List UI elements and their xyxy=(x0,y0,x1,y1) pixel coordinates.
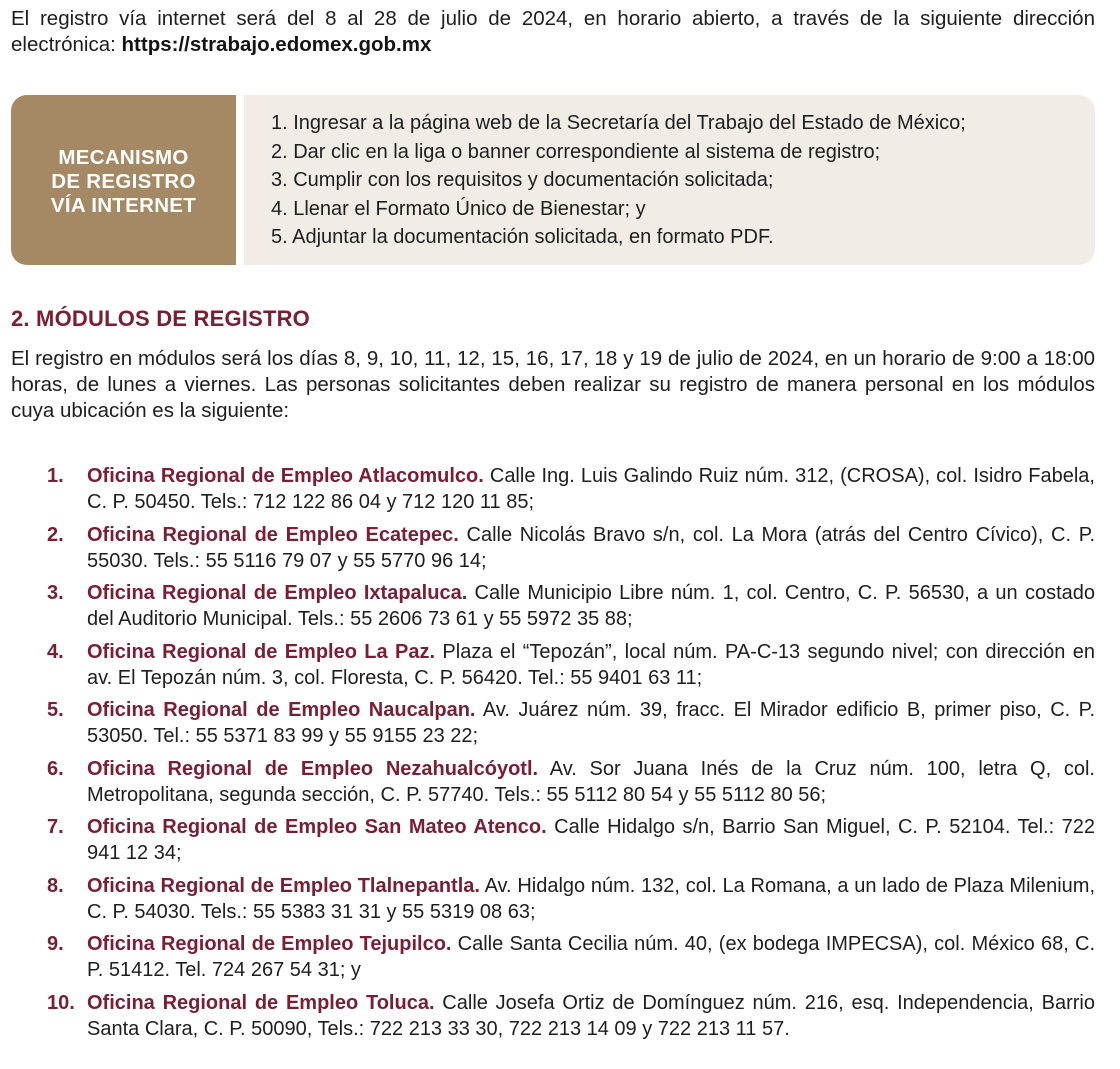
office-detail: Calle Municipio Libre núm. 1, col. Centro, C. P. 56530, a un costado del Auditorio Municipal. Tels.: 55 2606 73 61 y 55 5972 35 88; xyxy=(87,582,1095,630)
office-number: 5. xyxy=(47,699,64,721)
office-detail: Calle Hidalgo s/n, Barrio San Miguel, C. P. 52104. Tel.: 722 941 12 34; xyxy=(87,816,1095,864)
office-name: Oficina Regional de Empleo Tejupilco. xyxy=(87,933,452,955)
office-item xyxy=(11,697,1095,749)
office-name: Oficina Regional de Empleo Toluca. xyxy=(87,991,435,1014)
office-number: 6. xyxy=(47,757,64,780)
office-name: Oficina Regional de Empleo San Mateo Atenco. xyxy=(87,816,547,838)
office-detail: Av. Sor Juana Inés de la Cruz núm. 100, letra Q, col. Metropolitana, segunda sección, C. P. 57740. Tels.: 55 5112 80 54 y 55 5112 80 56; xyxy=(87,757,1095,806)
mechanism-step: 3. Cumplir con los requisitos y documentación solicitada; xyxy=(271,169,774,191)
office-number: 3. xyxy=(47,582,64,604)
office-detail: Calle Santa Cecilia núm. 40, (ex bodega IMPECSA), col. México 68, C. P. 51412. Tel. 724 267 54 31; y xyxy=(87,933,1095,981)
office-item xyxy=(11,756,1095,808)
office-name: Oficina Regional de Empleo Ixtapaluca. xyxy=(87,582,468,604)
mechanism-steps-panel xyxy=(244,95,1095,265)
office-name: Oficina Regional de Empleo Ecatepec. xyxy=(87,523,459,546)
mechanism-label: MECANISMO DE REGISTRO VÍA INTERNET xyxy=(11,95,236,265)
registration-url[interactable]: https://strabajo.edomex.gob.mx xyxy=(121,33,432,56)
office-detail: Plaza el “Tepozán”, local núm. PA-C-13 segundo nivel; con dirección en av. El Tepozán núm. 3, col. Floresta, C. P. 56420. Tel.: 55 9401 63 11; xyxy=(87,640,1095,689)
internet-registration-intro xyxy=(11,6,1095,58)
office-number: 10. xyxy=(47,991,75,1014)
office-detail: Calle Ing. Luis Galindo Ruiz núm. 312, (CROSA), col. Isidro Fabela, C. P. 50450. Tels.: 712 122 86 04 y 712 120 11 85; xyxy=(87,465,1095,513)
office-number: 9. xyxy=(47,933,64,955)
mechanism-box xyxy=(11,95,1095,265)
mechanism-step: 4. Llenar el Formato Único de Bienestar; y xyxy=(271,197,646,220)
office-item xyxy=(11,990,1095,1042)
office-detail: Calle Nicolás Bravo s/n, col. La Mora (atrás del Centro Cívico), C. P. 55030. Tels.: 55 5116 79 07 y 55 5770 96 14; xyxy=(87,523,1096,572)
offices-list xyxy=(11,463,1095,1048)
office-number: 7. xyxy=(47,816,64,838)
office-name: Oficina Regional de Empleo La Paz. xyxy=(87,640,436,663)
office-item xyxy=(11,522,1095,574)
office-name: Oficina Regional de Empleo Nezahualcóyotl. xyxy=(87,757,539,780)
modules-intro: El registro en módulos será los días 8, 9, 10, 11, 12, 15, 16, 17, 18 y 19 de julio de 2024, en un horario de 9:00 a 18:00 horas, de lunes a viernes. Las personas solicitantes deben realizar su registro de manera personal en los módulos cuya ubicación es la siguiente: xyxy=(11,347,1095,422)
office-name: Oficina Regional de Empleo Atlacomulco. xyxy=(87,465,484,487)
mechanism-step: 2. Dar clic en la liga o banner correspondiente al sistema de registro; xyxy=(271,140,881,163)
office-number: 2. xyxy=(47,523,64,546)
section-title: 2. MÓDULOS DE REGISTRO xyxy=(11,306,310,331)
office-detail: Calle Josefa Ortiz de Domínguez núm. 216, esq. Independencia, Barrio Santa Clara, C. P. 50090, Tels.: 722 213 33 30, 722 213 14 09 y 722 213 11 57. xyxy=(87,991,1095,1040)
office-item xyxy=(11,814,1095,866)
office-name: Oficina Regional de Empleo Tlalnepantla. xyxy=(87,874,480,897)
office-detail: Av. Juárez núm. 39, fracc. El Mirador edificio B, primer piso, C. P. 53050. Tel.: 55 5371 83 99 y 55 9155 23 22; xyxy=(87,699,1096,747)
office-number: 8. xyxy=(47,874,64,897)
office-detail: Av. Hidalgo núm. 132, col. La Romana, a un lado de Plaza Milenium, C. P. 54030. Tels.: 55 5383 31 31 y 55 5319 08 63; xyxy=(87,874,1096,923)
document-page xyxy=(11,6,1096,1040)
office-item xyxy=(11,580,1095,632)
office-number: 1. xyxy=(47,465,64,487)
office-item xyxy=(11,639,1095,691)
office-item xyxy=(11,463,1095,515)
mechanism-step: 1. Ingresar a la página web de la Secretaría del Trabajo del Estado de México; xyxy=(271,112,966,134)
office-name: Oficina Regional de Empleo Naucalpan. xyxy=(87,699,476,721)
office-item xyxy=(11,931,1095,983)
office-number: 4. xyxy=(47,640,64,663)
mechanism-step: 5. Adjuntar la documentación solicitada, en formato PDF. xyxy=(271,226,774,248)
mechanism-steps-list xyxy=(271,109,1095,252)
intro-text: El registro vía internet será del 8 al 28 de julio de 2024, en horario abierto, a través de la siguiente dirección electrónica: xyxy=(11,7,1095,56)
office-item xyxy=(11,873,1095,925)
